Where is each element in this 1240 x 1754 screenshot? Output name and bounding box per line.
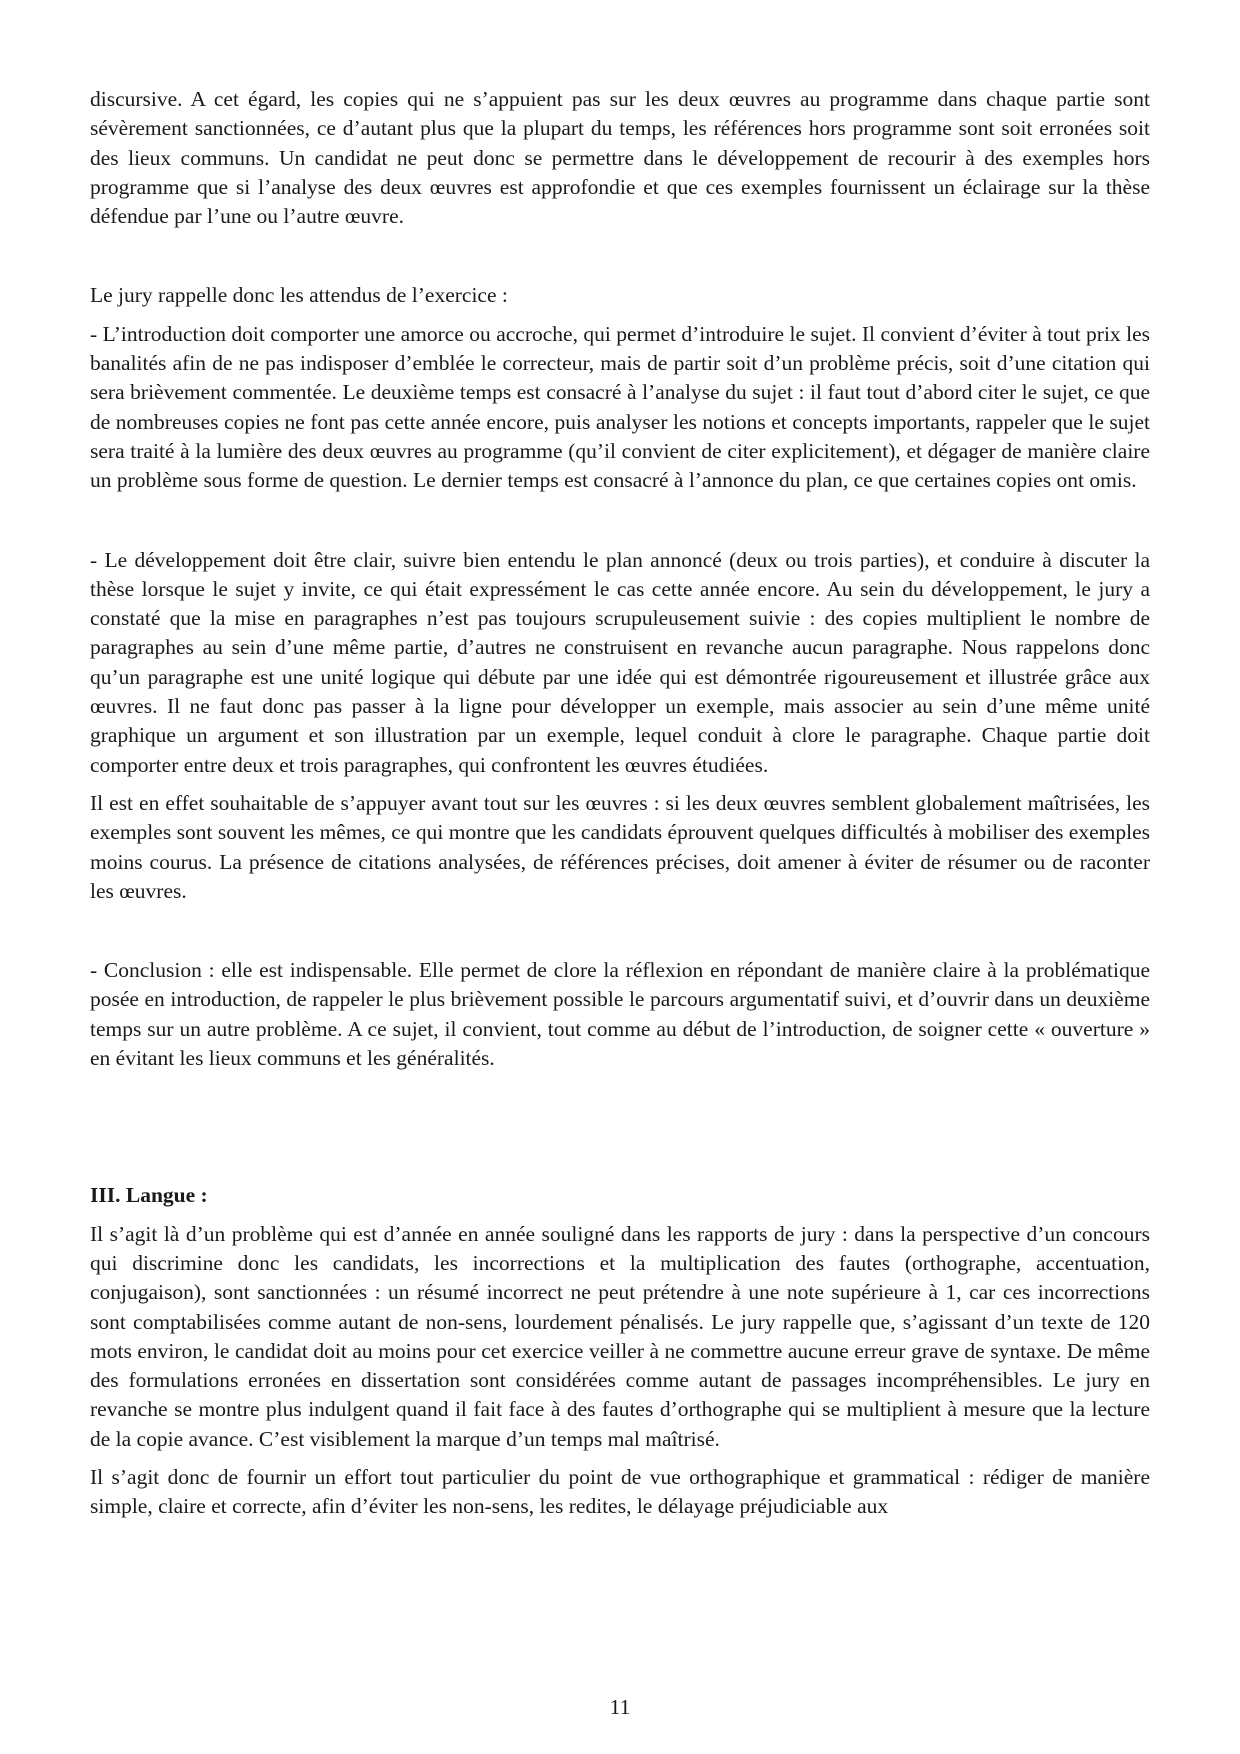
paragraph-conclusion: - Conclusion : elle est indispensable. Elle permet de clore la réflexion en répondant de manière claire à la problématique posée en introduction, de rappeler le plus brièvement possible le parcours argumentatif suivi, et d’ouvrir dans un deuxième temps sur un autre problème. A ce sujet, il convient, tout comme au début de l’introduction, de soigner cette « ouverture » en évitant les lieux communs et les généralités. <box>90 958 1150 1071</box>
section-heading-langue: III. Langue : <box>90 1183 208 1208</box>
paragraph-oeuvres: Il est en effet souhaitable de s’appuyer avant tout sur les œuvres : si les deux œuvres semblent globalement maîtrisées, les exemples sont souvent les mêmes, ce qui montre que les candidats éprouvent quelques difficultés à mobiliser des exemples moins courus. La présence de citations analysées, de références précises, doit amener à éviter de résumer ou de raconter les œuvres. <box>90 790 1150 903</box>
document-page <box>90 85 1150 1522</box>
paragraph-langue: Il s’agit là d’un problème qui est d’année en année souligné dans les rapports de jury : dans la perspective d’un concours qui discrimine donc les candidats, les incorrections et la multiplication des fautes (orthographe, accentuation, conjugaison), sont sanctionnées : un résumé incorrect ne peut prétendre à une note supérieure à 1, car ces incorrections sont comptabilisées comme autant de non-sens, lourdement pénalisés. Le jury rappelle que, s’agissant d’un texte de 120 mots environ, le candidat doit au moins pour cet exercice veiller à ne commettre aucune erreur grave de syntaxe. De même des formulations erronées en dissertation sont considérées comme autant de passages incompréhensibles. Le jury en revanche se montre plus indulgent quand il fait face à des fautes d’orthographe qui se multiplient à mesure que la lecture de la copie avance. C’est visiblement la marque d’un temps mal maîtrisé. <box>90 1221 1150 1451</box>
paragraph-effort: Il s’agit donc de fournir un effort tout particulier du point de vue orthographique et grammatical : rédiger de manière simple, claire et correcte, afin d’éviter les non-sens, les redites, le délayage préjudiciable aux <box>90 1464 1150 1519</box>
paragraph-developpement: - Le développement doit être clair, suivre bien entendu le plan annoncé (deux ou trois parties), et conduire à discuter la thèse lorsque le sujet y invite, ce qui était expressément le cas cette année encore. Au sein du développement, le jury a constaté que la mise en paragraphes n’est pas toujours scrupuleusement suivie : des copies multiplient le nombre de paragraphes au sein d’une même partie, d’autres ne construisent en revanche aucun paragraphe. Nous rappelons donc qu’un paragraphe est une unité logique qui débute par une idée qui est démontrée rigoureusement et illustrée grâce aux œuvres. Il ne faut donc pas passer à la ligne pour développer un exemple, mais associer au sein d’une même unité graphique un argument et son illustration par un exemple, lequel conduit à clore le paragraphe. Chaque partie doit comporter entre deux et trois paragraphes, qui confrontent les œuvres étudiées. <box>90 547 1150 777</box>
paragraph-attendus-intro: Le jury rappelle donc les attendus de l’exercice : <box>90 283 508 308</box>
page-number: 11 <box>609 1695 631 1719</box>
paragraph-discursive: discursive. A cet égard, les copies qui ne s’appuient pas sur les deux œuvres au programme dans chaque partie sont sévèrement sanctionnées, ce d’autant plus que la plupart du temps, les références hors programme sont soit erronées soit des lieux communs. Un candidat ne peut donc se permettre dans le développement de recourir à des exemples hors programme que si l’analyse des deux œuvres est approfondie et que ces exemples fournissent un éclairage sur la thèse défendue par l’une ou l’autre œuvre. <box>90 87 1150 229</box>
paragraph-introduction: - L’introduction doit comporter une amorce ou accroche, qui permet d’introduire le sujet. Il convient d’éviter à tout prix les banalités afin de ne pas indisposer d’emblée le correcteur, mais de partir soit d’un problème précis, soit d’une citation qui sera brièvement commentée. Le deuxième temps est consacré à l’analyse du sujet : il faut tout d’abord citer le sujet, ce que de nombreuses copies ne font pas cette année encore, puis analyser les notions et concepts importants, rappeler que le sujet sera traité à la lumière des deux œuvres au programme (qu’il convient de citer explicitement), et dégager de manière claire un problème sous forme de question. Le dernier temps est consacré à l’annonce du plan, ce que certaines copies ont omis. <box>90 321 1150 493</box>
